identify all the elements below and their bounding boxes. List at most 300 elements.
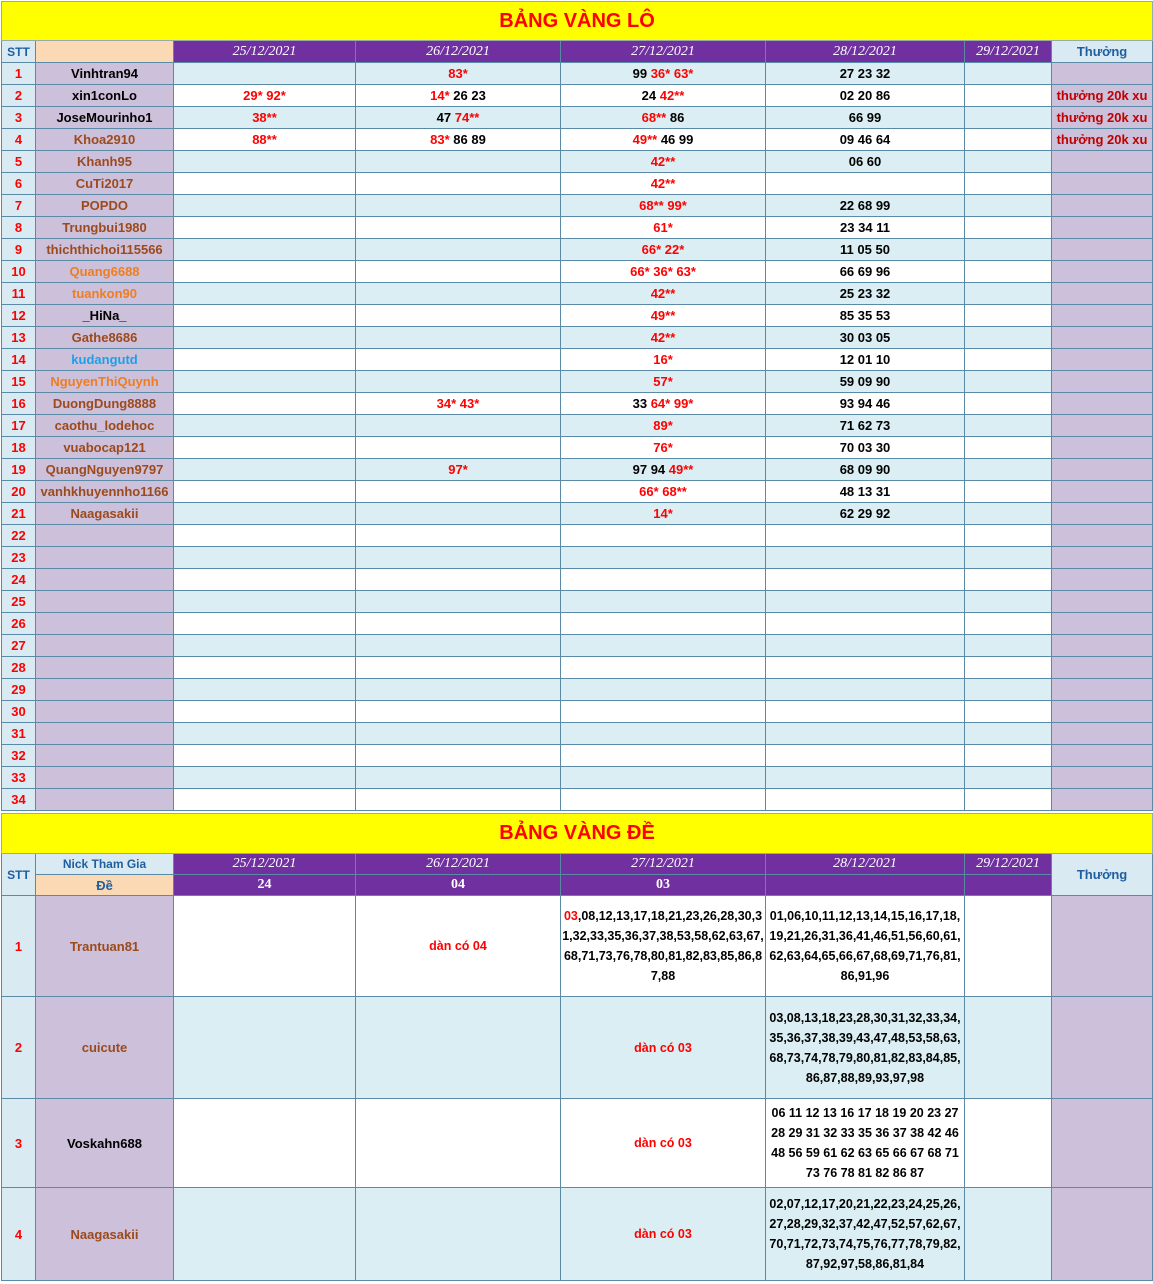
nick-name xyxy=(36,613,174,635)
prediction-cell xyxy=(561,173,766,195)
cell-value: 57* xyxy=(653,374,673,389)
nick-header xyxy=(36,41,174,63)
prediction-cell xyxy=(561,195,766,217)
row-number: 11 xyxy=(2,283,36,305)
prediction-cell xyxy=(766,327,965,349)
prediction-cell xyxy=(766,261,965,283)
prediction-cell xyxy=(561,679,766,701)
cell-value: 66 69 96 xyxy=(839,264,891,279)
prediction-cell xyxy=(965,129,1052,151)
prediction-cell xyxy=(561,393,766,415)
nick-name: tuankon90 xyxy=(36,283,174,305)
row-number: 1 xyxy=(2,63,36,85)
row-number: 13 xyxy=(2,327,36,349)
cell-value: 68** xyxy=(641,110,670,125)
prediction-cell xyxy=(356,701,561,723)
row-number: 18 xyxy=(2,437,36,459)
prediction-cell xyxy=(174,896,356,997)
prediction-cell xyxy=(766,525,965,547)
lo-header-row xyxy=(2,41,1153,63)
reward-cell xyxy=(1052,327,1153,349)
prediction-cell xyxy=(766,723,965,745)
nick-name: xin1conLo xyxy=(36,85,174,107)
prediction-cell xyxy=(766,195,965,217)
cell-value: 26 23 xyxy=(453,88,486,103)
prediction-cell xyxy=(561,657,766,679)
prediction-cell xyxy=(561,261,766,283)
row-number: 3 xyxy=(2,107,36,129)
prediction-cell xyxy=(174,789,356,811)
table-row xyxy=(2,85,1153,107)
row-number: 25 xyxy=(2,591,36,613)
nick-name: NguyenThiQuynh xyxy=(36,371,174,393)
reward-cell xyxy=(1052,283,1153,305)
cell-value: 42** xyxy=(650,176,676,191)
cell-value: 23 34 11 xyxy=(840,220,890,235)
prediction-cell xyxy=(965,261,1052,283)
prediction-cell xyxy=(174,239,356,261)
prediction-cell xyxy=(174,613,356,635)
table-row xyxy=(2,657,1153,679)
prediction-cell xyxy=(965,767,1052,789)
nick-name xyxy=(36,547,174,569)
prediction-cell xyxy=(766,657,965,679)
reward-cell xyxy=(1052,415,1153,437)
row-number: 20 xyxy=(2,481,36,503)
table-row xyxy=(2,129,1153,151)
prediction-cell xyxy=(965,415,1052,437)
reward-cell xyxy=(1052,657,1153,679)
prediction-cell xyxy=(356,767,561,789)
stt-header: STT xyxy=(2,41,36,63)
prediction-cell xyxy=(766,613,965,635)
prediction-cell xyxy=(766,896,965,997)
cell-value: 49** xyxy=(650,308,676,323)
prediction-cell xyxy=(356,679,561,701)
cell-value: 38** xyxy=(252,110,277,125)
nick-name: _HiNa_ xyxy=(36,305,174,327)
prediction-cell xyxy=(356,327,561,349)
table-row xyxy=(2,261,1153,283)
reward-cell: thưởng 20k xu xyxy=(1052,85,1153,107)
row-number: 10 xyxy=(2,261,36,283)
cell-value: 49** xyxy=(668,462,694,477)
prediction-cell xyxy=(965,283,1052,305)
result-code: 03 xyxy=(561,875,766,896)
prediction-cell xyxy=(561,547,766,569)
cell-value: 86 89 xyxy=(453,132,486,147)
prediction-cell xyxy=(174,767,356,789)
prediction-cell xyxy=(766,789,965,811)
reward-cell xyxy=(1052,437,1153,459)
table-row xyxy=(2,547,1153,569)
prediction-cell xyxy=(965,195,1052,217)
reward-cell xyxy=(1052,767,1153,789)
reward-cell xyxy=(1052,679,1153,701)
prediction-cell xyxy=(965,789,1052,811)
prediction-cell xyxy=(356,217,561,239)
cell-value: 24 xyxy=(641,88,660,103)
prediction-cell xyxy=(356,349,561,371)
prediction-cell xyxy=(766,415,965,437)
prediction-cell xyxy=(766,349,965,371)
prediction-cell xyxy=(561,997,766,1099)
prediction-cell xyxy=(356,85,561,107)
table-row xyxy=(2,789,1153,811)
nick-name: Naagasakii xyxy=(36,503,174,525)
prediction-cell xyxy=(174,107,356,129)
cell-value: 22 68 99 xyxy=(839,198,891,213)
de-table xyxy=(1,813,1153,1281)
cell-value: 97* xyxy=(448,462,468,477)
cell-value: 36* 63* xyxy=(650,66,694,81)
reward-cell xyxy=(1052,789,1153,811)
nick-name: POPDO xyxy=(36,195,174,217)
row-number: 16 xyxy=(2,393,36,415)
prediction-cell xyxy=(965,437,1052,459)
nick-name: DuongDung8888 xyxy=(36,393,174,415)
prediction-cell xyxy=(766,547,965,569)
prediction-cell xyxy=(965,896,1052,997)
prediction-cell xyxy=(174,217,356,239)
table-row xyxy=(2,349,1153,371)
prediction-cell xyxy=(766,305,965,327)
prediction-cell xyxy=(766,239,965,261)
cell-value: 49** xyxy=(632,132,661,147)
reward-cell xyxy=(1052,997,1153,1099)
prediction-cell xyxy=(965,63,1052,85)
nick-name: Trantuan81 xyxy=(36,896,174,997)
prediction-cell xyxy=(174,1188,356,1281)
nick-name xyxy=(36,789,174,811)
prediction-cell xyxy=(766,129,965,151)
cell-value: 33 xyxy=(632,396,651,411)
cell-value: 62 29 92 xyxy=(839,506,891,521)
de-header-row xyxy=(2,854,1153,875)
prediction-cell xyxy=(766,767,965,789)
cell-value: 74** xyxy=(454,110,480,125)
prediction-cell xyxy=(965,239,1052,261)
reward-cell xyxy=(1052,591,1153,613)
prediction-cell xyxy=(356,657,561,679)
cell-value: 03,08,13,18,23,28,30,31,32,33,34,35,36,37,38,39,43,47,48,53,58,63,68,73,74,78,79,80,81,82,83,84,85,86,87,88,89,93,97,98 xyxy=(769,1010,961,1085)
table-row xyxy=(2,371,1153,393)
cell-value: 88** xyxy=(252,132,277,147)
prediction-cell xyxy=(965,305,1052,327)
date-header: 29/12/2021 xyxy=(965,854,1052,875)
prediction-cell xyxy=(174,679,356,701)
table-row xyxy=(2,896,1153,997)
de-title-row xyxy=(2,814,1153,854)
table-row xyxy=(2,415,1153,437)
reward-cell xyxy=(1052,261,1153,283)
prediction-cell xyxy=(766,437,965,459)
cell-value: 06 11 12 13 16 17 18 19 20 23 27 28 29 31 32 33 35 36 37 38 42 46 48 56 59 61 62 63 65 66 67 68 71 73 76 78 81 82 86 87 xyxy=(771,1106,959,1180)
row-number: 27 xyxy=(2,635,36,657)
prediction-cell xyxy=(356,305,561,327)
table-row xyxy=(2,613,1153,635)
result-code: 04 xyxy=(356,875,561,896)
table-row xyxy=(2,997,1153,1099)
date-header: 28/12/2021 xyxy=(766,854,965,875)
prediction-cell xyxy=(174,173,356,195)
reward-cell xyxy=(1052,459,1153,481)
reward-cell xyxy=(1052,503,1153,525)
prediction-cell xyxy=(766,591,965,613)
prediction-cell xyxy=(561,503,766,525)
prediction-cell xyxy=(356,569,561,591)
table-row xyxy=(2,283,1153,305)
prediction-cell xyxy=(965,547,1052,569)
cell-value: 89* xyxy=(653,418,673,433)
prediction-cell xyxy=(561,1099,766,1188)
prediction-cell xyxy=(174,85,356,107)
result-code xyxy=(965,875,1052,896)
prediction-cell xyxy=(174,349,356,371)
prediction-cell xyxy=(356,393,561,415)
cell-value: dàn có 04 xyxy=(429,939,487,953)
table-row xyxy=(2,723,1153,745)
reward-cell xyxy=(1052,195,1153,217)
nick-name xyxy=(36,525,174,547)
cell-value: 86 xyxy=(669,110,685,125)
nick-name: Quang6688 xyxy=(36,261,174,283)
cell-value: 03 xyxy=(563,909,578,923)
date-header: 27/12/2021 xyxy=(561,41,766,63)
reward-cell: thưởng 20k xu xyxy=(1052,107,1153,129)
nick-name: kudangutd xyxy=(36,349,174,371)
table-row xyxy=(2,195,1153,217)
prediction-cell xyxy=(561,701,766,723)
prediction-cell xyxy=(356,745,561,767)
cell-value: 48 13 31 xyxy=(839,484,891,499)
prediction-cell xyxy=(356,129,561,151)
row-number: 1 xyxy=(2,896,36,997)
prediction-cell xyxy=(174,591,356,613)
table-row xyxy=(2,327,1153,349)
cell-value: 99 xyxy=(632,66,651,81)
cell-value: 42** xyxy=(659,88,685,103)
prediction-cell xyxy=(174,151,356,173)
date-header: 26/12/2021 xyxy=(356,854,561,875)
prediction-cell xyxy=(766,85,965,107)
cell-value: 25 23 32 xyxy=(839,286,891,301)
prediction-cell xyxy=(356,107,561,129)
prediction-cell xyxy=(356,896,561,997)
prediction-cell xyxy=(965,657,1052,679)
prediction-cell xyxy=(561,107,766,129)
reward-cell xyxy=(1052,745,1153,767)
cell-value: 34* 43* xyxy=(436,396,480,411)
reward-cell xyxy=(1052,635,1153,657)
prediction-cell xyxy=(174,371,356,393)
prediction-cell xyxy=(174,459,356,481)
prediction-cell xyxy=(965,371,1052,393)
reward-cell xyxy=(1052,569,1153,591)
prediction-cell xyxy=(174,261,356,283)
result-code xyxy=(766,875,965,896)
prediction-cell xyxy=(965,327,1052,349)
prediction-cell xyxy=(766,173,965,195)
table-row xyxy=(2,745,1153,767)
table-row xyxy=(2,1099,1153,1188)
prediction-cell xyxy=(561,305,766,327)
prediction-cell xyxy=(965,151,1052,173)
de-label: Đề xyxy=(36,875,174,896)
cell-value: 29* 92* xyxy=(243,88,286,103)
prediction-cell xyxy=(174,635,356,657)
prediction-cell xyxy=(174,393,356,415)
nick-name: QuangNguyen9797 xyxy=(36,459,174,481)
cell-value: 83* xyxy=(448,66,468,81)
prediction-cell xyxy=(766,63,965,85)
prediction-cell xyxy=(766,371,965,393)
nick-name: vanhkhuyennho1166 xyxy=(36,481,174,503)
prediction-cell xyxy=(965,569,1052,591)
prediction-cell xyxy=(561,327,766,349)
row-number: 21 xyxy=(2,503,36,525)
prediction-cell xyxy=(965,1188,1052,1281)
cell-value: 71 62 73 xyxy=(839,418,891,433)
nick-name xyxy=(36,591,174,613)
row-number: 31 xyxy=(2,723,36,745)
prediction-cell xyxy=(766,635,965,657)
prediction-cell xyxy=(356,239,561,261)
prediction-cell xyxy=(965,349,1052,371)
reward-cell xyxy=(1052,525,1153,547)
cell-value: 61* xyxy=(653,220,673,235)
prediction-cell xyxy=(561,239,766,261)
reward-cell xyxy=(1052,481,1153,503)
prediction-cell xyxy=(965,997,1052,1099)
row-number: 29 xyxy=(2,679,36,701)
prediction-cell xyxy=(561,767,766,789)
nick-name: vuabocap121 xyxy=(36,437,174,459)
prediction-cell xyxy=(561,283,766,305)
prediction-cell xyxy=(174,525,356,547)
date-header: 27/12/2021 xyxy=(561,854,766,875)
prediction-cell xyxy=(356,437,561,459)
prediction-cell xyxy=(356,63,561,85)
nick-name xyxy=(36,701,174,723)
stt-header: STT xyxy=(2,854,36,896)
row-number: 32 xyxy=(2,745,36,767)
prediction-cell xyxy=(561,481,766,503)
prediction-cell xyxy=(356,525,561,547)
prediction-cell xyxy=(561,129,766,151)
reward-header: Thưởng xyxy=(1052,41,1153,63)
prediction-cell xyxy=(766,745,965,767)
nick-name: Trungbui1980 xyxy=(36,217,174,239)
prediction-cell xyxy=(174,129,356,151)
prediction-cell xyxy=(356,635,561,657)
row-number: 24 xyxy=(2,569,36,591)
table-row xyxy=(2,173,1153,195)
prediction-cell xyxy=(174,569,356,591)
nick-name xyxy=(36,679,174,701)
row-number: 7 xyxy=(2,195,36,217)
de-title: BẢNG VÀNG ĐỀ xyxy=(2,814,1153,854)
prediction-cell xyxy=(356,591,561,613)
nick-name: Khoa2910 xyxy=(36,129,174,151)
row-number: 15 xyxy=(2,371,36,393)
reward-cell xyxy=(1052,547,1153,569)
prediction-cell xyxy=(174,745,356,767)
nick-name: Naagasakii xyxy=(36,1188,174,1281)
table-row xyxy=(2,107,1153,129)
row-number: 3 xyxy=(2,1099,36,1188)
prediction-cell xyxy=(766,217,965,239)
prediction-cell xyxy=(174,547,356,569)
prediction-cell xyxy=(356,481,561,503)
reward-header: Thưởng xyxy=(1052,854,1153,896)
prediction-cell xyxy=(561,371,766,393)
prediction-cell xyxy=(356,283,561,305)
row-number: 23 xyxy=(2,547,36,569)
cell-value: 06 60 xyxy=(848,154,882,169)
prediction-cell xyxy=(965,503,1052,525)
table-row xyxy=(2,393,1153,415)
lo-title-row xyxy=(2,2,1153,41)
cell-value: 42** xyxy=(650,286,676,301)
nick-name xyxy=(36,635,174,657)
cell-value: 85 35 53 xyxy=(839,308,891,323)
prediction-cell xyxy=(965,85,1052,107)
prediction-cell xyxy=(561,1188,766,1281)
prediction-cell xyxy=(561,349,766,371)
prediction-cell xyxy=(766,569,965,591)
table-row xyxy=(2,569,1153,591)
prediction-cell xyxy=(561,591,766,613)
prediction-cell xyxy=(174,481,356,503)
prediction-cell xyxy=(766,997,965,1099)
prediction-cell xyxy=(561,63,766,85)
nick-name xyxy=(36,767,174,789)
reward-cell xyxy=(1052,239,1153,261)
prediction-cell xyxy=(561,151,766,173)
prediction-cell xyxy=(766,151,965,173)
prediction-cell xyxy=(356,613,561,635)
row-number: 6 xyxy=(2,173,36,195)
table-row xyxy=(2,503,1153,525)
prediction-cell xyxy=(766,459,965,481)
cell-value: 02 20 86 xyxy=(839,88,891,103)
prediction-cell xyxy=(965,701,1052,723)
reward-cell xyxy=(1052,151,1153,173)
table-row xyxy=(2,525,1153,547)
row-number: 4 xyxy=(2,1188,36,1281)
prediction-cell xyxy=(561,635,766,657)
prediction-cell xyxy=(174,723,356,745)
prediction-cell xyxy=(174,63,356,85)
row-number: 8 xyxy=(2,217,36,239)
cell-value: 68 09 90 xyxy=(839,462,891,477)
cell-value: 64* 99* xyxy=(650,396,694,411)
cell-value: dàn có 03 xyxy=(634,1136,692,1150)
cell-value: 09 46 64 xyxy=(839,132,891,147)
cell-value: 97 94 xyxy=(632,462,669,477)
prediction-cell xyxy=(965,723,1052,745)
prediction-cell xyxy=(965,173,1052,195)
prediction-cell xyxy=(766,283,965,305)
prediction-cell xyxy=(766,701,965,723)
prediction-cell xyxy=(965,745,1052,767)
prediction-cell xyxy=(356,547,561,569)
cell-value: 83* xyxy=(430,132,454,147)
row-number: 14 xyxy=(2,349,36,371)
row-number: 34 xyxy=(2,789,36,811)
prediction-cell xyxy=(356,261,561,283)
